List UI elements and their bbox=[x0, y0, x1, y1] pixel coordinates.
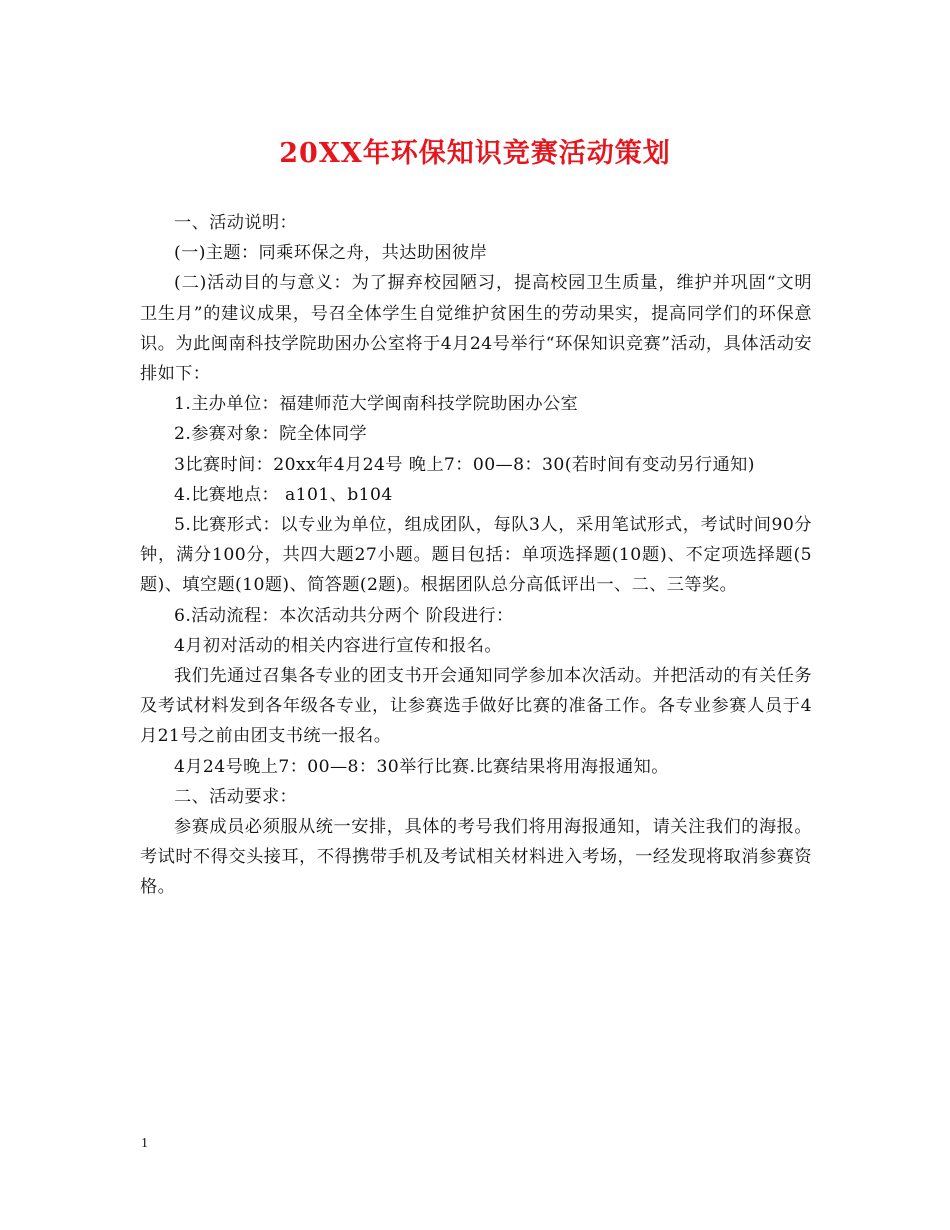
paragraph-theme: (一)主题：同乘环保之舟，共达助困彼岸 bbox=[174, 243, 488, 264]
page-number: 1 bbox=[141, 1136, 148, 1151]
paragraph-participants: 2.参赛对象：院全体同学 bbox=[174, 424, 368, 445]
document-body bbox=[140, 208, 812, 903]
paragraph-purpose: (二)活动目的与意义：为了摒弃校园陋习，提高校园卫生质量，维护并巩固“文明卫生月”的建议成果，号召全体学生自觉维护贫困生的劳动果实，提高同学们的环保意识。为此闽南科技学院助困办公室将于4月24号举行“环保知识竞赛”活动，具体活动安排如下： bbox=[140, 273, 812, 385]
paragraph-process: 6.活动流程：本次活动共分两个 阶段进行： bbox=[174, 605, 514, 626]
paragraph-section-2-heading: 二、活动要求： bbox=[174, 786, 298, 807]
paragraph-registration: 我们先通过召集各专业的团支书开会通知同学参加本次活动。并把活动的有关任务及考试材料发到各年级各专业，让参赛选手做好比赛的准备工作。各专业参赛人员于4月21号之前由团支书统一报名。 bbox=[140, 666, 812, 747]
paragraph-format: 5.比赛形式：以专业为单位，组成团队，每队3人，采用笔试形式，考试时间90分钟，满分100分，共四大题27小题。题目包括：单项选择题(10题)、不定项选择题(5题)、填空题(10题)、简答题(2题)。根据团队总分高低评出一、二、三等奖。 bbox=[140, 515, 812, 596]
paragraph-competition: 4月24号晚上7：00—8：30举行比赛.比赛结果将用海报通知。 bbox=[174, 756, 669, 777]
paragraph-publicity: 4月初对活动的相关内容进行宣传和报名。 bbox=[174, 635, 502, 656]
paragraph-requirements: 参赛成员必须服从统一安排，具体的考号我们将用海报通知，请关注我们的海报。考试时不得交头接耳，不得携带手机及考试相关材料进入考场，一经发现将取消参赛资格。 bbox=[140, 817, 812, 898]
paragraph-location: 4.比赛地点： a101、b104 bbox=[174, 484, 393, 505]
paragraph-section-1-heading: 一、活动说明： bbox=[174, 213, 298, 233]
paragraph-time: 3比赛时间：20xx年4月24号 晚上7：00—8：30(若时间有变动另行通知) bbox=[174, 454, 755, 475]
paragraph-organizer: 1.主办单位：福建师范大学闽南科技学院助困办公室 bbox=[174, 394, 579, 415]
document-title: 20XX年环保知识竞赛活动策划 bbox=[279, 138, 671, 169]
